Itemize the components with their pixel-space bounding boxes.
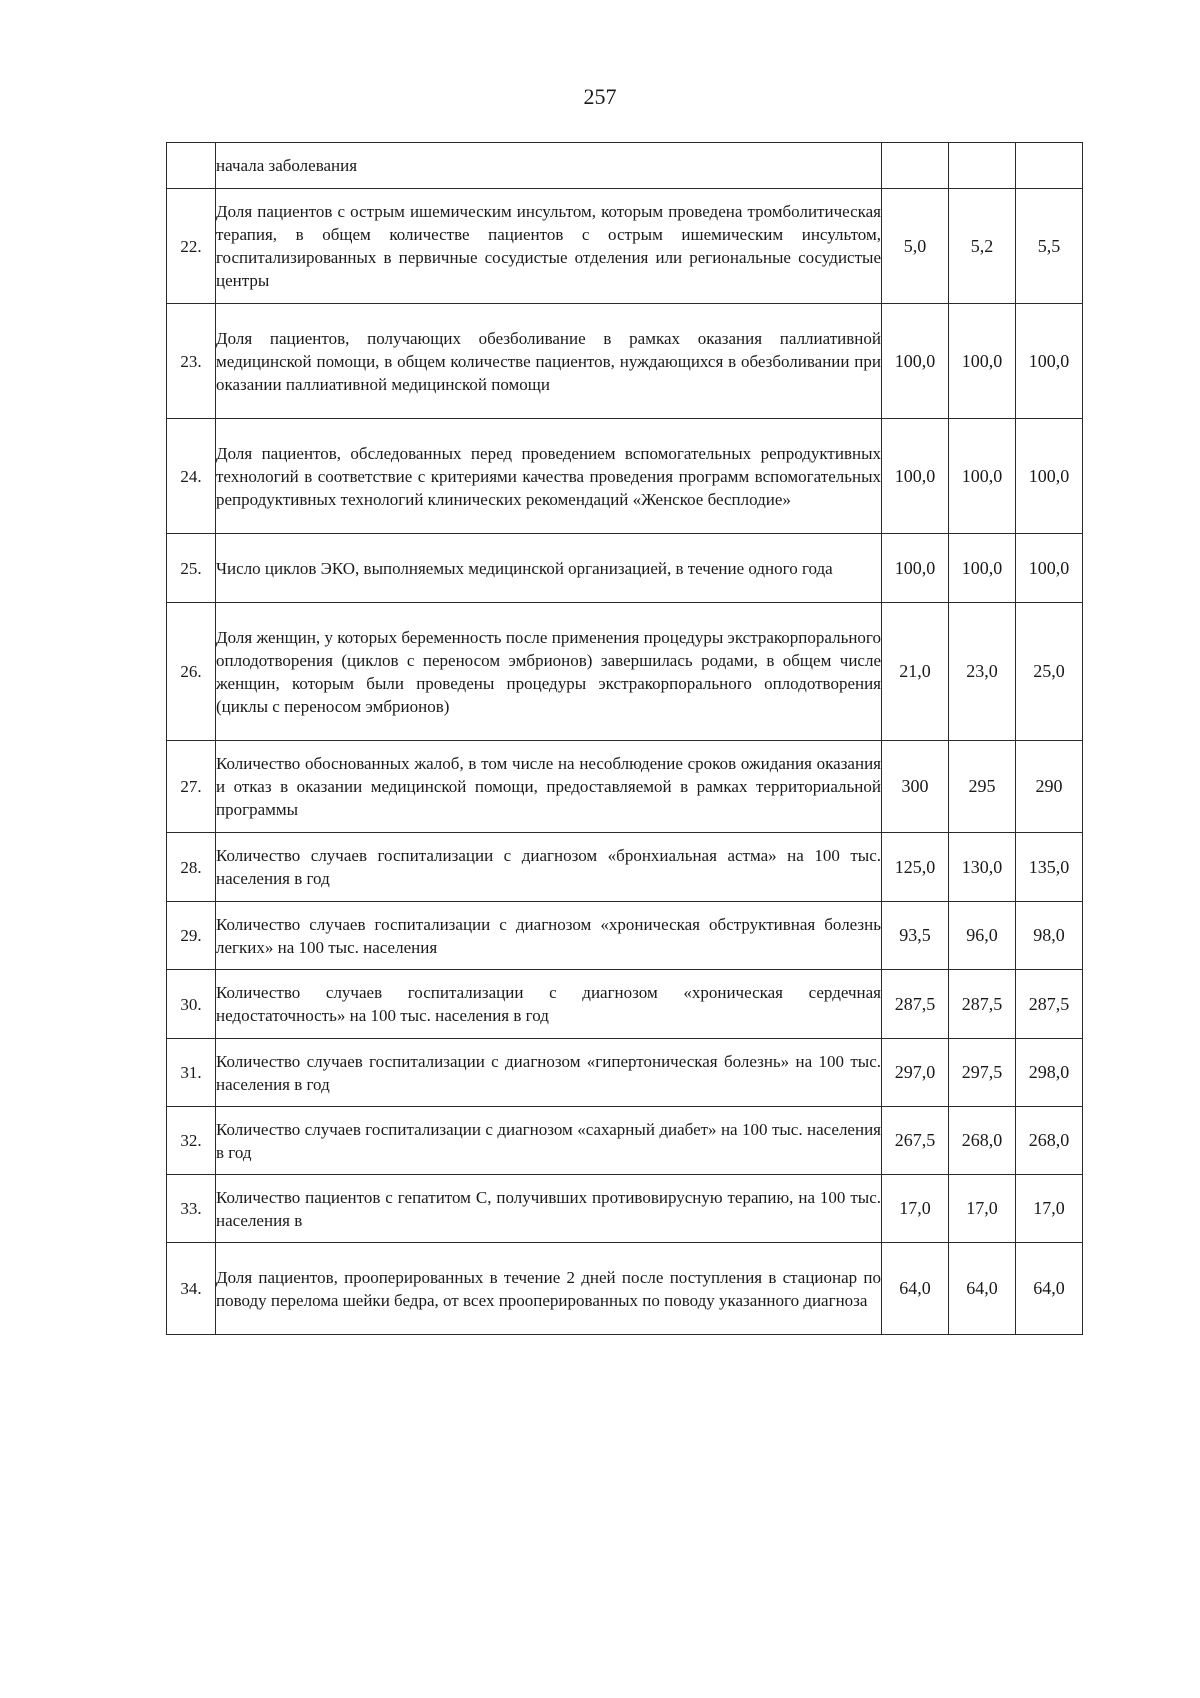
row-number: 22.: [167, 189, 216, 304]
value-year-3: 64,0: [1016, 1243, 1083, 1335]
value-year-2: [949, 143, 1016, 189]
value-year-1: 5,0: [882, 189, 949, 304]
row-number: 33.: [167, 1175, 216, 1243]
value-year-2: 100,0: [949, 304, 1016, 419]
value-year-1: 21,0: [882, 603, 949, 741]
row-number: 32.: [167, 1107, 216, 1175]
row-number: 31.: [167, 1039, 216, 1107]
indicator-description: Количество случаев госпитализации с диагнозом «хроническая обструктивная болезнь легких» на 100 тыс. населения: [216, 902, 882, 970]
table-row: [167, 419, 1083, 534]
indicator-description: Количество случаев госпитализации с диагнозом «бронхиальная астма» на 100 тыс. населения в год: [216, 833, 882, 902]
indicators-table: [166, 142, 1083, 1335]
value-year-3: 100,0: [1016, 534, 1083, 603]
value-year-1: 100,0: [882, 304, 949, 419]
table-row: [167, 534, 1083, 603]
value-year-2: 268,0: [949, 1107, 1016, 1175]
row-number: 27.: [167, 741, 216, 833]
value-year-3: 268,0: [1016, 1107, 1083, 1175]
table-row: [167, 143, 1083, 189]
indicator-description: Количество случаев госпитализации с диагнозом «сахарный диабет» на 100 тыс. населения в год: [216, 1107, 882, 1175]
value-year-1: 287,5: [882, 970, 949, 1039]
indicators-table-body: [167, 143, 1083, 1335]
value-year-2: 130,0: [949, 833, 1016, 902]
value-year-3: 135,0: [1016, 833, 1083, 902]
value-year-2: 23,0: [949, 603, 1016, 741]
table-row: [167, 970, 1083, 1039]
value-year-3: 298,0: [1016, 1039, 1083, 1107]
value-year-1: 100,0: [882, 419, 949, 534]
value-year-1: 125,0: [882, 833, 949, 902]
row-number: 28.: [167, 833, 216, 902]
row-number: 29.: [167, 902, 216, 970]
value-year-2: 297,5: [949, 1039, 1016, 1107]
table-row: [167, 741, 1083, 833]
indicator-description: Доля пациентов, получающих обезболивание в рамках оказания паллиативной медицинской помощи, в общем количестве пациентов, нуждающихся в обезболивании при оказании паллиативной медицинской помощи: [216, 304, 882, 419]
value-year-1: 300: [882, 741, 949, 833]
row-number: [167, 143, 216, 189]
page-number: 257: [583, 84, 617, 109]
indicator-description: Доля женщин, у которых беременность после применения процедуры экстракорпорального оплодотворения (циклов с переносом эмбрионов) завершилась родами, в общем числе женщин, которым были проведены процедуры экстракорпорального оплодотворения (циклы с переносом эмбрионов): [216, 603, 882, 741]
value-year-1: 267,5: [882, 1107, 949, 1175]
value-year-2: 5,2: [949, 189, 1016, 304]
indicator-description: Доля пациентов с острым ишемическим инсультом, которым проведена тромболитическая терапия, в общем количестве пациентов с острым ишемическим инсультом, госпитализированных в первичные сосудистые отделения или региональные сосудистые центры: [216, 189, 882, 304]
row-number: 24.: [167, 419, 216, 534]
value-year-3: 100,0: [1016, 304, 1083, 419]
value-year-3: 100,0: [1016, 419, 1083, 534]
indicator-description: Количество пациентов с гепатитом С, получивших противовирусную терапию, на 100 тыс. населения в: [216, 1175, 882, 1243]
indicator-description: Количество случаев госпитализации с диагнозом «гипертоническая болезнь» на 100 тыс. населения в год: [216, 1039, 882, 1107]
table-row: [167, 1175, 1083, 1243]
table-row: [167, 189, 1083, 304]
row-number: 26.: [167, 603, 216, 741]
value-year-2: 64,0: [949, 1243, 1016, 1335]
table-row: [167, 833, 1083, 902]
table-row: [167, 1243, 1083, 1335]
row-number: 23.: [167, 304, 216, 419]
value-year-1: 64,0: [882, 1243, 949, 1335]
table-row: [167, 1107, 1083, 1175]
indicator-description: Количество случаев госпитализации с диагнозом «хроническая сердечная недостаточность» на 100 тыс. населения в год: [216, 970, 882, 1039]
value-year-1: 297,0: [882, 1039, 949, 1107]
indicator-description: Доля пациентов, прооперированных в течение 2 дней после поступления в стационар по поводу перелома шейки бедра, от всех прооперированных по поводу указанного диагноза: [216, 1243, 882, 1335]
value-year-3: 98,0: [1016, 902, 1083, 970]
value-year-2: 295: [949, 741, 1016, 833]
value-year-2: 100,0: [949, 419, 1016, 534]
value-year-1: 100,0: [882, 534, 949, 603]
indicator-description: Количество обоснованных жалоб, в том числе на несоблюдение сроков ожидания оказания и отказ в оказании медицинской помощи, предоставляемой в рамках территориальной программы: [216, 741, 882, 833]
table-row: [167, 304, 1083, 419]
value-year-2: 100,0: [949, 534, 1016, 603]
indicator-description: Доля пациентов, обследованных перед проведением вспомогательных репродуктивных технологий в соответствие с критериями качества проведения программ вспомогательных репродуктивных технологий клинических рекомендаций «Женское бесплодие»: [216, 419, 882, 534]
value-year-1: 17,0: [882, 1175, 949, 1243]
value-year-3: 290: [1016, 741, 1083, 833]
row-number: 34.: [167, 1243, 216, 1335]
table-row: [167, 1039, 1083, 1107]
table-row: [167, 603, 1083, 741]
value-year-3: [1016, 143, 1083, 189]
value-year-2: 287,5: [949, 970, 1016, 1039]
value-year-1: [882, 143, 949, 189]
value-year-3: 287,5: [1016, 970, 1083, 1039]
value-year-2: 17,0: [949, 1175, 1016, 1243]
row-number: 30.: [167, 970, 216, 1039]
value-year-1: 93,5: [882, 902, 949, 970]
value-year-3: 25,0: [1016, 603, 1083, 741]
table-row: [167, 902, 1083, 970]
value-year-3: 17,0: [1016, 1175, 1083, 1243]
value-year-3: 5,5: [1016, 189, 1083, 304]
row-number: 25.: [167, 534, 216, 603]
indicator-description: начала заболевания: [216, 143, 882, 189]
value-year-2: 96,0: [949, 902, 1016, 970]
indicator-description: Число циклов ЭКО, выполняемых медицинской организацией, в течение одного года: [216, 534, 882, 603]
